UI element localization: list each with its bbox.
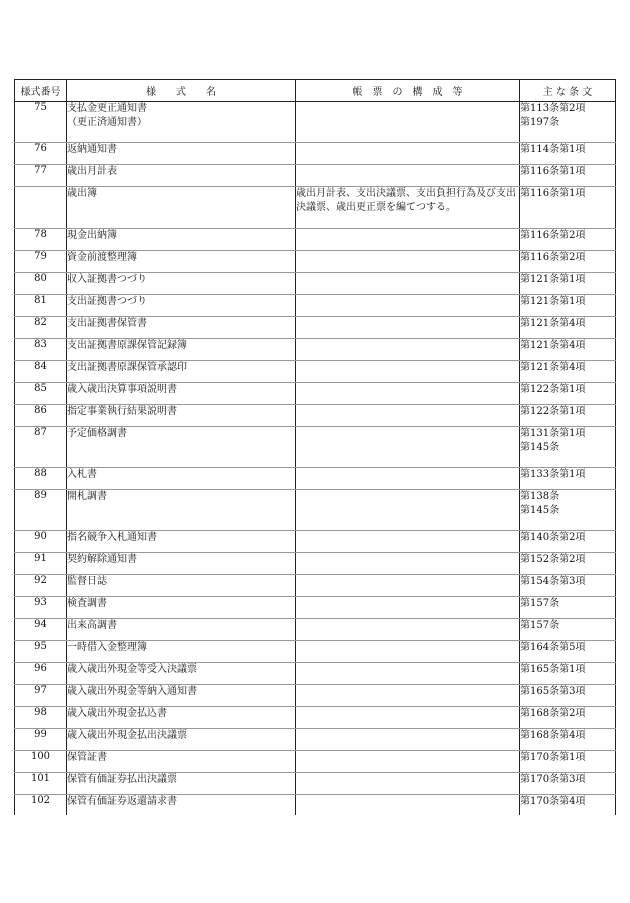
form-articles (520, 361, 616, 383)
form-number: 88 (15, 468, 67, 490)
form-number: 86 (15, 405, 67, 427)
form-name-line: 保管有価証券返還請求書 (67, 796, 177, 807)
table-row (15, 707, 616, 729)
form-name (67, 531, 296, 553)
form-name-line: 支出証拠書原課保管承認印 (67, 362, 187, 373)
form-name-line: 指定事業執行結果説明書 (67, 406, 177, 417)
article-line: 第122条第1項 (520, 406, 586, 417)
form-number: 93 (15, 597, 67, 619)
form-articles (520, 427, 616, 468)
form-composition (296, 273, 520, 295)
form-number: 77 (15, 165, 67, 187)
form-composition (296, 427, 520, 468)
form-composition (296, 295, 520, 317)
form-articles (520, 531, 616, 553)
table-row (15, 229, 616, 251)
form-articles (520, 229, 616, 251)
form-articles (520, 729, 616, 751)
form-name (67, 102, 296, 143)
table-row (15, 361, 616, 383)
article-line: 第170条第4項 (520, 796, 586, 807)
form-composition (296, 729, 520, 751)
table-row (15, 575, 616, 597)
article-line: 第197条 (520, 117, 560, 128)
form-composition (296, 383, 520, 405)
article-line: 第168条第2項 (520, 708, 586, 719)
table-row (15, 553, 616, 575)
form-name-line: 歳入歳出外現金払込書 (67, 708, 167, 719)
article-line: 第170条第1項 (520, 752, 586, 763)
form-number: 89 (15, 490, 67, 531)
form-number: 97 (15, 685, 67, 707)
form-articles (520, 707, 616, 729)
form-number: 84 (15, 361, 67, 383)
article-line: 第154条第3項 (520, 576, 586, 587)
form-number: 83 (15, 339, 67, 361)
form-name-line: 監督日誌 (67, 576, 107, 587)
form-composition (296, 361, 520, 383)
form-composition (296, 685, 520, 707)
form-composition (296, 490, 520, 531)
form-articles (520, 165, 616, 187)
form-number: 80 (15, 273, 67, 295)
form-composition (296, 531, 520, 553)
table-row (15, 273, 616, 295)
form-articles (520, 383, 616, 405)
form-number: 98 (15, 707, 67, 729)
form-number: 81 (15, 295, 67, 317)
table-row (15, 490, 616, 531)
table-row (15, 751, 616, 773)
form-articles (520, 685, 616, 707)
form-name (67, 729, 296, 751)
article-line: 第170条第3項 (520, 774, 586, 785)
table-row (15, 641, 616, 663)
form-name-line: 保管有価証券払出決議票 (67, 774, 177, 785)
article-line: 第114条第1項 (520, 144, 586, 155)
table-row (15, 729, 616, 751)
form-name (67, 273, 296, 295)
table-row (15, 663, 616, 685)
form-articles (520, 317, 616, 339)
form-number: 85 (15, 383, 67, 405)
form-articles (520, 251, 616, 273)
form-name-line: 保管証書 (67, 752, 107, 763)
form-number: 95 (15, 641, 67, 663)
form-articles (520, 575, 616, 597)
form-composition (296, 663, 520, 685)
article-line: 第121条第4項 (520, 340, 586, 351)
form-number: 102 (15, 795, 67, 815)
article-line: 第140条第2項 (520, 532, 586, 543)
article-line: 第131条第1項 (520, 428, 586, 439)
form-articles (520, 339, 616, 361)
form-composition (296, 707, 520, 729)
form-number: 99 (15, 729, 67, 751)
article-line: 第121条第1項 (520, 296, 586, 307)
form-composition: 歳出月計表、支出決議票、支出負担行為及び支出決議票、歳出更正票を編てつする。 (296, 187, 520, 229)
form-name (67, 751, 296, 773)
form-name-line: 入札書 (67, 469, 97, 480)
article-line: 第116条第1項 (520, 188, 586, 199)
form-number: 75 (15, 102, 67, 143)
article-line: 第116条第2項 (520, 252, 586, 263)
table-row (15, 619, 616, 641)
form-articles (520, 490, 616, 531)
form-name (67, 361, 296, 383)
table-body (15, 102, 616, 815)
article-line: 第122条第1項 (520, 384, 586, 395)
form-composition (296, 468, 520, 490)
header-composition: 帳 票 の 構 成 等 (296, 80, 520, 102)
article-line: 第121条第4項 (520, 362, 586, 373)
form-name-line: 支出証拠書つづり (67, 296, 147, 307)
article-line: 第113条第2項 (520, 103, 586, 114)
table-row (15, 165, 616, 187)
article-line: 第152条第2項 (520, 554, 586, 565)
table-row (15, 597, 616, 619)
form-name-line: 歳入歳出外現金等納入通知書 (67, 686, 197, 697)
form-name (67, 405, 296, 427)
article-line: 第121条第1項 (520, 274, 586, 285)
form-name-line: 指名競争入札通知書 (67, 532, 157, 543)
table-row (15, 773, 616, 795)
form-number (15, 187, 67, 229)
table-row (15, 427, 616, 468)
form-composition (296, 143, 520, 165)
form-name (67, 597, 296, 619)
table-row (15, 795, 616, 815)
form-name (67, 143, 296, 165)
form-name (67, 229, 296, 251)
form-number: 78 (15, 229, 67, 251)
table-row (15, 405, 616, 427)
table-row (15, 187, 616, 229)
form-articles (520, 102, 616, 143)
header-articles: 主 な 条 文 (520, 80, 616, 102)
table-row (15, 468, 616, 490)
form-name-line: 歳出月計表 (67, 166, 117, 177)
article-line: 第116条第2項 (520, 230, 586, 241)
form-composition (296, 641, 520, 663)
form-name-line: 一時借入金整理簿 (67, 642, 147, 653)
form-articles (520, 295, 616, 317)
form-number: 92 (15, 575, 67, 597)
form-name (67, 553, 296, 575)
form-number: 76 (15, 143, 67, 165)
form-name (67, 295, 296, 317)
article-line: 第165条第1項 (520, 664, 586, 675)
form-composition (296, 751, 520, 773)
form-name (67, 707, 296, 729)
form-number: 90 (15, 531, 67, 553)
form-articles (520, 405, 616, 427)
form-articles (520, 795, 616, 815)
form-name-line: 現金出納簿 (67, 230, 117, 241)
form-composition (296, 229, 520, 251)
form-articles (520, 619, 616, 641)
article-line: 第133条第1項 (520, 469, 586, 480)
form-name-line: 出来高調書 (67, 620, 117, 631)
form-articles (520, 187, 616, 229)
form-name (67, 251, 296, 273)
form-name (67, 383, 296, 405)
form-number: 87 (15, 427, 67, 468)
form-name (67, 619, 296, 641)
form-name-line: 歳入歳出外現金払出決議票 (67, 730, 187, 741)
table-row (15, 339, 616, 361)
form-name (67, 187, 296, 229)
table-row (15, 102, 616, 143)
form-name (67, 575, 296, 597)
form-composition (296, 165, 520, 187)
form-name (67, 773, 296, 795)
article-line: 第164条第5項 (520, 642, 586, 653)
table-row (15, 383, 616, 405)
form-name (67, 165, 296, 187)
form-name (67, 427, 296, 468)
table-row (15, 531, 616, 553)
table-header (15, 80, 616, 102)
table-row (15, 251, 616, 273)
article-line: 第138条 (520, 491, 560, 502)
form-articles (520, 553, 616, 575)
form-name-subline: （更正済通知書） (67, 117, 147, 128)
form-name-line: 収入証拠書つづり (67, 274, 147, 285)
article-line: 第165条第3項 (520, 686, 586, 697)
table-row (15, 295, 616, 317)
table-row (15, 317, 616, 339)
form-number: 94 (15, 619, 67, 641)
form-name (67, 641, 296, 663)
article-line: 第157条 (520, 598, 560, 609)
form-composition (296, 773, 520, 795)
form-name (67, 468, 296, 490)
article-line: 第145条 (520, 505, 560, 516)
form-number: 82 (15, 317, 67, 339)
form-composition (296, 619, 520, 641)
form-articles (520, 273, 616, 295)
form-name-line: 歳入歳出決算事項説明書 (67, 384, 177, 395)
form-articles (520, 663, 616, 685)
header-form-name: 様 式 名 (67, 80, 296, 102)
form-name-line: 支払金更正通知書 (67, 103, 147, 114)
form-number: 91 (15, 553, 67, 575)
form-number: 101 (15, 773, 67, 795)
form-name (67, 339, 296, 361)
article-line: 第145条 (520, 442, 560, 453)
form-articles (520, 751, 616, 773)
form-name (67, 663, 296, 685)
form-name (67, 685, 296, 707)
form-number: 79 (15, 251, 67, 273)
article-line: 第121条第4項 (520, 318, 586, 329)
form-composition (296, 405, 520, 427)
form-name-line: 開札調書 (67, 491, 107, 502)
table-row (15, 143, 616, 165)
form-composition (296, 251, 520, 273)
form-articles (520, 597, 616, 619)
form-composition (296, 553, 520, 575)
article-line: 第116条第1項 (520, 166, 586, 177)
form-number: 96 (15, 663, 67, 685)
form-composition (296, 102, 520, 143)
form-name-line: 歳入歳出外現金等受入決議票 (67, 664, 197, 675)
form-name-line: 返納通知書 (67, 144, 117, 155)
form-name-line: 契約解除通知書 (67, 554, 137, 565)
article-line: 第168条第4項 (520, 730, 586, 741)
form-name-line: 資金前渡整理簿 (67, 252, 137, 263)
form-articles (520, 143, 616, 165)
form-number: 100 (15, 751, 67, 773)
form-name-line: 予定価格調書 (67, 428, 127, 439)
form-name-line: 歳出簿 (67, 188, 97, 199)
form-name (67, 317, 296, 339)
form-name (67, 490, 296, 531)
form-articles (520, 641, 616, 663)
form-composition (296, 339, 520, 361)
form-composition (296, 795, 520, 815)
table-row (15, 685, 616, 707)
form-name-line: 支出証拠書保管書 (67, 318, 147, 329)
header-form-number: 様式番号 (15, 80, 67, 102)
form-name-line: 支出証拠書原課保管記録簿 (67, 340, 187, 351)
form-name-line: 検査調書 (67, 598, 107, 609)
forms-table (14, 79, 616, 815)
form-composition (296, 575, 520, 597)
article-line: 第157条 (520, 620, 560, 631)
form-name (67, 795, 296, 815)
form-composition (296, 317, 520, 339)
form-articles (520, 773, 616, 795)
form-articles (520, 468, 616, 490)
form-composition (296, 597, 520, 619)
